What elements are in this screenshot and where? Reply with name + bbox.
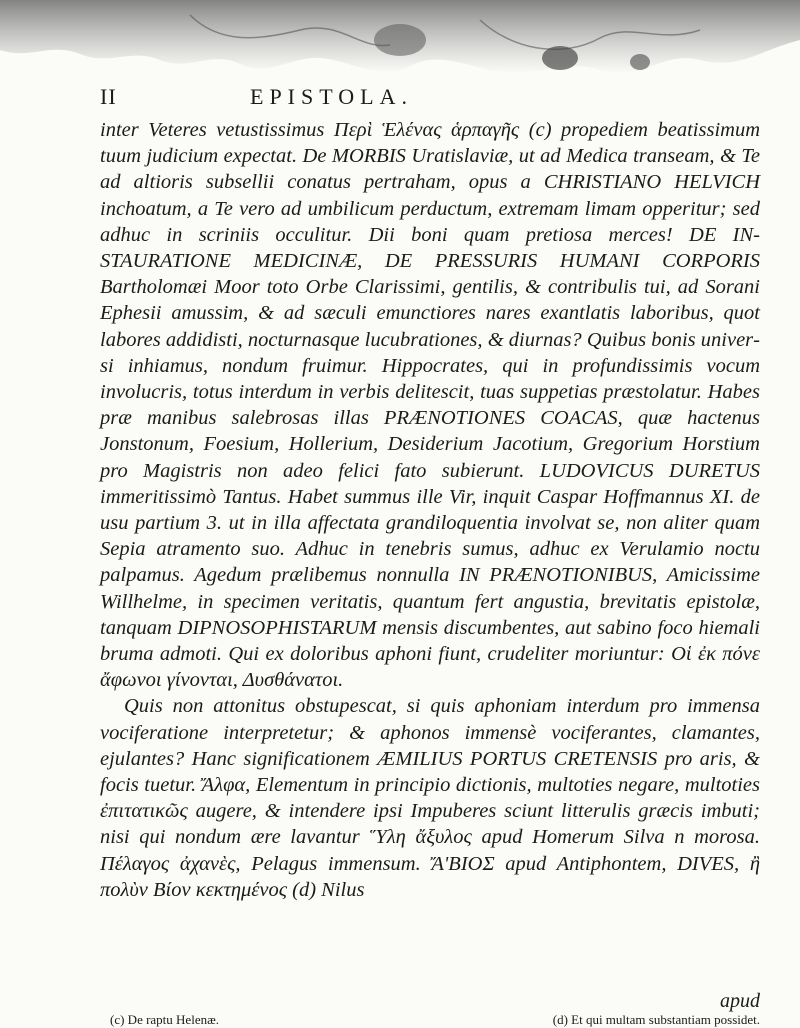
footnotes — [110, 1012, 760, 1028]
page-number: II — [100, 84, 117, 109]
paragraph-2: Quis non attonitus obstupescat, si quis aphoniam interdum pro immensa vociferatione interpretetur; & aphonos immensè vociferantes, clamantes, ejulantes? Hanc significationem ÆMILIUS PORTUS CRETENSIS pro aris, & focis tuetur. Ἄλφα, Elementum in principio dictionis, multoties negare, multoties ἐπιτατικῶς augere, & intendere ipsi Impuberes sciunt litterulis græcis imbuti; nisi qui nondum ære lavantur Ὕλη ἄξυλος apud Homerum Silva n morosa. Πέλαγος ἀχανὲς, Pelagus immensum. Ἄ'ΒΙΟΣ apud Antiphontem, DIVES, ἢ πολὺν Βίον κεκτημένος (d) Nilus — [100, 695, 760, 901]
footnote-c: (c) De raptu Helenæ. — [110, 1012, 220, 1027]
body-text — [100, 117, 760, 903]
catchword: apud — [720, 990, 760, 1012]
paragraph-1: inter Veteres vetustissimus Περὶ Ἑλένας ἁρπαγῆς (c) propediem beatissimum tuum judicium expectat. De MORBIS Uratislaviæ, ut ad Medica transeam, & Te ad altioris subsellii conatus pertraham, opus a CHRISTIANO HELVICH inchoatum, a Te vero ad umbilicum perductum, extremam limam opperitur; sed adhuc in scriniis occulitur. Dii boni quam pretiosa merces! DE INSTAURATIONE MEDICINÆ, DE PRESSURIS HUMANI CORPORIS Bartholomæi Moor toto Orbe Clarissimi, gentilis, & contribulis tui, ad Sorani Ephesii amussim, & ad sæculi emunctiores nares exantlatis laboribus, quot labores addidisti, nocturnasque lucubrationes, & diurnas? Quibus bonis universi inhiamus, nondum fruimur. Hippocrates, qui in profundissimis vocum involucris, totus interdum in verbis delitescit, tuas suppetias præstolatur. Habes præ manibus salebrosas illas PRÆNOTIONES COACAS, quæ hactenus Jonstonum, Foesium, Hollerium, Desiderium Jacotium, Gregorium Horstium pro Magistris non adeo felici fato subierunt. LUDOVICUS DURETUS immeritissimò Tantus. Habet summus ille Vir, inquit Caspar Hoffmannus XI. de usu partium 3. ut in illa affectata grandiloquentia involvat se, non aliter quam Sepia atramento suo. Adhuc in tenebris sumus, adhuc ex Verulamio noctu palpamus. Agedum prælibemus nonnulla IN PRÆNOTIONIBUS, Amicissime Willhelme, in specimen veritatis, quantum fert angustia, brevitatis epistolæ, tanquam DIPNOSOPHISTARUM mensis discumbentes, aut sabino foco hiemali bruma admoti. Qui ex doloribus aphoni fiunt, crudeliter moriuntur: Οἱ ἐκ πόνε ἄφωνοι γίνονται, Δυσθάνατοι. — [100, 119, 760, 692]
running-head: EPISTOLA. — [250, 84, 413, 109]
footnote-d: (d) Et qui multam substantiam possidet. — [552, 1012, 760, 1027]
header-ornament — [0, 0, 800, 95]
